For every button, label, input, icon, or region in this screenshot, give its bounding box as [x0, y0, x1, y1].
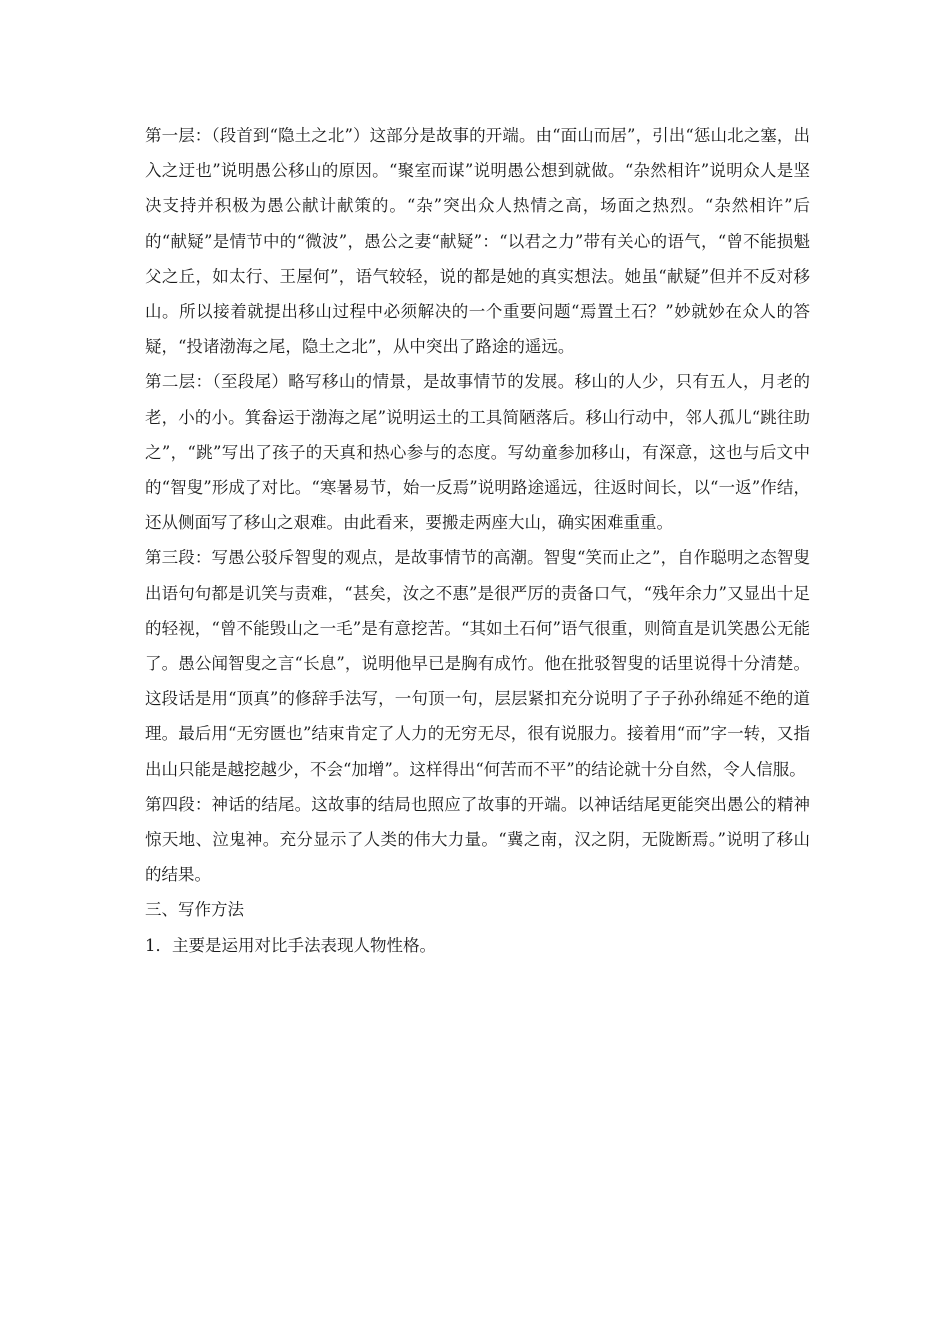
- paragraph-section-four: 第四段：神话的结尾。这故事的结局也照应了故事的开端。以神话结尾更能突出愚公的精神惊天地、泣鬼神。充分显示了人类的伟大力量。“冀之南，汉之阴，无陇断焉。”说明了移山的结果。: [145, 794, 810, 885]
- document-body: [145, 118, 810, 963]
- paragraph-layer-two: 第二层：（至段尾）略写移山的情景，是故事情节的发展。移山的人少，只有五人，月老的老，小的小。箕畚运于渤海之尾”说明运土的工具简陋落后。移山行动中，邻人孤儿“跳往助之”，“跳”写出了孩子的天真和热心参与的态度。写幼童参加移山，有深意，这也与后文中的“智叟”形成了对比。“寒暑易节，始一反焉”说明路途遥远，往返时间长，以“一返”作结，还从侧面写了移山之艰难。由此看来，要搬走两座大山，确实困难重重。: [145, 372, 810, 533]
- section-heading-writing-methods: 三、写作方法: [145, 900, 244, 920]
- paragraph-section-three: 第三段：写愚公驳斥智叟的观点，是故事情节的高潮。智叟“笑而止之”，自作聪明之态智叟出语句句都是讥笑与责难，“甚矣，汝之不惠”是很严厉的责备口气，“残年余力”又显出十足的轻视，“曾不能毁山之一毛”是有意挖苦。“其如土石何”语气很重，则简直是讥笑愚公无能了。愚公闻智叟之言“长息”，说明他早已是胸有成竹。他在批驳智叟的话里说得十分清楚。这段话是用“顶真”的修辞手法写，一句顶一句，层层紧扣充分说明了子子孙孙绵延不绝的道理。最后用“无穷匮也”结束肯定了人力的无穷无尽，很有说服力。接着用“而”字一转，又指出山只能是越挖越少，不会“加增”。这样得出“何苦而不平”的结论就十分自然，令人信服。: [145, 548, 810, 779]
- list-item-contrast-method: 1．主要是运用对比手法表现人物性格。: [145, 935, 436, 955]
- paragraph-layer-one: 第一层：（段首到“隐土之北”）这部分是故事的开端。由“面山而居”，引出“惩山北之塞，出入之迂也”说明愚公移山的原因。“聚室而谋”说明愚公想到就做。“杂然相许”说明众人是坚决支持并积极为愚公献计献策的。“杂”突出众人热情之高，场面之热烈。“杂然相许”后的“献疑”是情节中的“微波”，愚公之妻“献疑”：“以君之力”带有关心的语气，“曾不能损魁父之丘，如太行、王屋何”，语气较轻，说的都是她的真实想法。她虽“献疑”但并不反对移山。所以接着就提出移山过程中必须解决的一个重要问题“焉置土石？”妙就妙在众人的答疑，“投诸渤海之尾，隐土之北”，从中突出了路途的遥远。: [145, 126, 810, 357]
